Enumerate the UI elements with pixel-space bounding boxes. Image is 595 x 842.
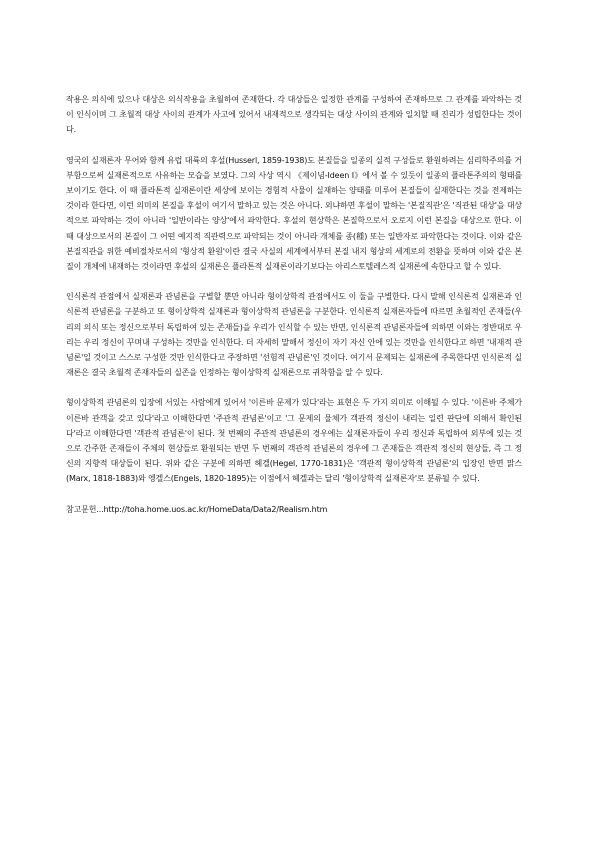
- paragraph-intentionality: 작용은 의식에 있으나 대상은 의식작용을 초월하여 존재한다. 각 대상들은 일정한 관계를 구성하여 존재하므로 그 관계를 파악하는 것이 인식이며 그 초월적 대상 사이의 관계가 사고에 있어서 내재적으로 생각되는 대상 사이의 관계와 일치할 때 진리가 성립한다는 것이다.: [66, 95, 522, 135]
- paragraph-husserl: 영국의 실재론자 무어와 함께 유럽 대륙의 후설(Husserl, 1859-1938)도 본질들을 일종의 실적 구성들로 환원하려는 심리학주의를 거부함으로써 실재론적으로 사유하는 모습을 보였다. 그의 사상 역시 《제이념-Ideen I》에서 볼 수 있듯이 일종의 플라톤주의의 형태를 보이기도 한다. 이 때 플라톤적 실재론이란 세상에 보이는 경험적 사물이 실재하는 양태를 미루어 본질들이 실재한다는 것을 전제하는 것이라 한다면, 이런 의미의 본질을 후설이 여기서 말하고 있는 것은 아니다. 외냐하면 후설이 말하는 '본질직관'은 '직관된 대상'을 대상적으로 파악하는 것이 아니라 '일반이라는 양상'에서 파악한다. 후설의 현상학은 본질학으로서 오로지 이런 본질을 대상으로 한다. 이 때 대상으로서의 본질이 그 어떤 예지적 직관력으로 파악되는 것이 아니라 개체를 종(種) 또는 일반자로 파악한다는 것이다. 이와 같은 본질직관을 위한 예비절차로서의 '형상적 환원'이란 결국 사실의 세계에서부터 본질 내지 형상의 세계로의 전환을 뜻하며 이와 같은 본질이 개체에 내재하는 것이라면 후설의 실재론은 플라톤적 실재론이라기보다는 아리스토텔레스적 실재론에 속한다고 할 수 있다.: [66, 155, 522, 272]
- paragraph-metaphysical-idealism: 형이상학적 관념론의 입장에 서있는 사람에게 있어서 '이른바 문제가 있다'라는 표현은 두 가지 의미로 이해될 수 있다. '이른바 주체가 이른바 관객을 갖고 있다'라고 이해한다면 '주관적 관념론'이고 '그 문제의 물체가 객관적 정신이 내리는 일련 판단에 의해서 확인된다'라고 이해한다면 '객관적 관념론'이 된다. 첫 번째의 주관적 관념론의 경우에는 실재론자들이 우리 정신과 독립하여 외부에 있는 것으로 간주한 존재들이 주체의 현상들로 환원되는 반면 두 번째의 객관적 관념론의 경우에 그 존재들은 객관적 정신의 현상들, 즉 그 정신의 지향적 대상들이 된다. 위와 같은 구분에 의하면 헤겔(Hegel, 1770-1831)은 '객관적 형이상학적 관념론'의 입장인 반면 맑스(Marx, 1818-1883)와 엥겔스(Engels, 1820-1895)는 이점에서 헤겔과는 달리 '형이상학적 실재론자'로 분류될 수 있다.: [66, 398, 522, 484]
- document-body: [66, 92, 522, 517]
- paragraph-epistemological-realism: 인식론적 관점에서 실재론과 관념론을 구별할 뿐만 아니라 형이상학적 관점에서도 이 둘을 구별한다. 다시 말해 인식론적 실재론과 인식론적 관념론을 구분하고 또 형이상학적 실재론과 형이상학적 관념론을 구분한다. 인식론적 실재론자들에 따르면 초월적인 존재들(우리의 의식 또는 정신으로부터 독립하여 있는 존재들)을 우리가 인식할 수 있는 반면, 인식론적 관념론자들에 의하면 이와는 정반대로 우리는 우리 정신이 꾸며내 구성하는 것만을 인식한다. 더 자세히 말해서 정신이 자기 자신 안에 있는 것만을 인식한다고 하면 '내재적 관념론'일 것이고 스스로 구성한 것만 인식한다고 주장하면 '선험적 관념론'인 것이다. 여기서 문제되는 실재론에 주목한다면 인식론적 실재론은 결국 초월적 존재자들의 실존을 인정하는 형이상학적 실재론으로 귀착함을 알 수 있다.: [66, 292, 522, 378]
- references-line: 참고문헌...http://toha.home.uos.ac.kr/HomeData/Data2/Realism.htm: [66, 504, 328, 514]
